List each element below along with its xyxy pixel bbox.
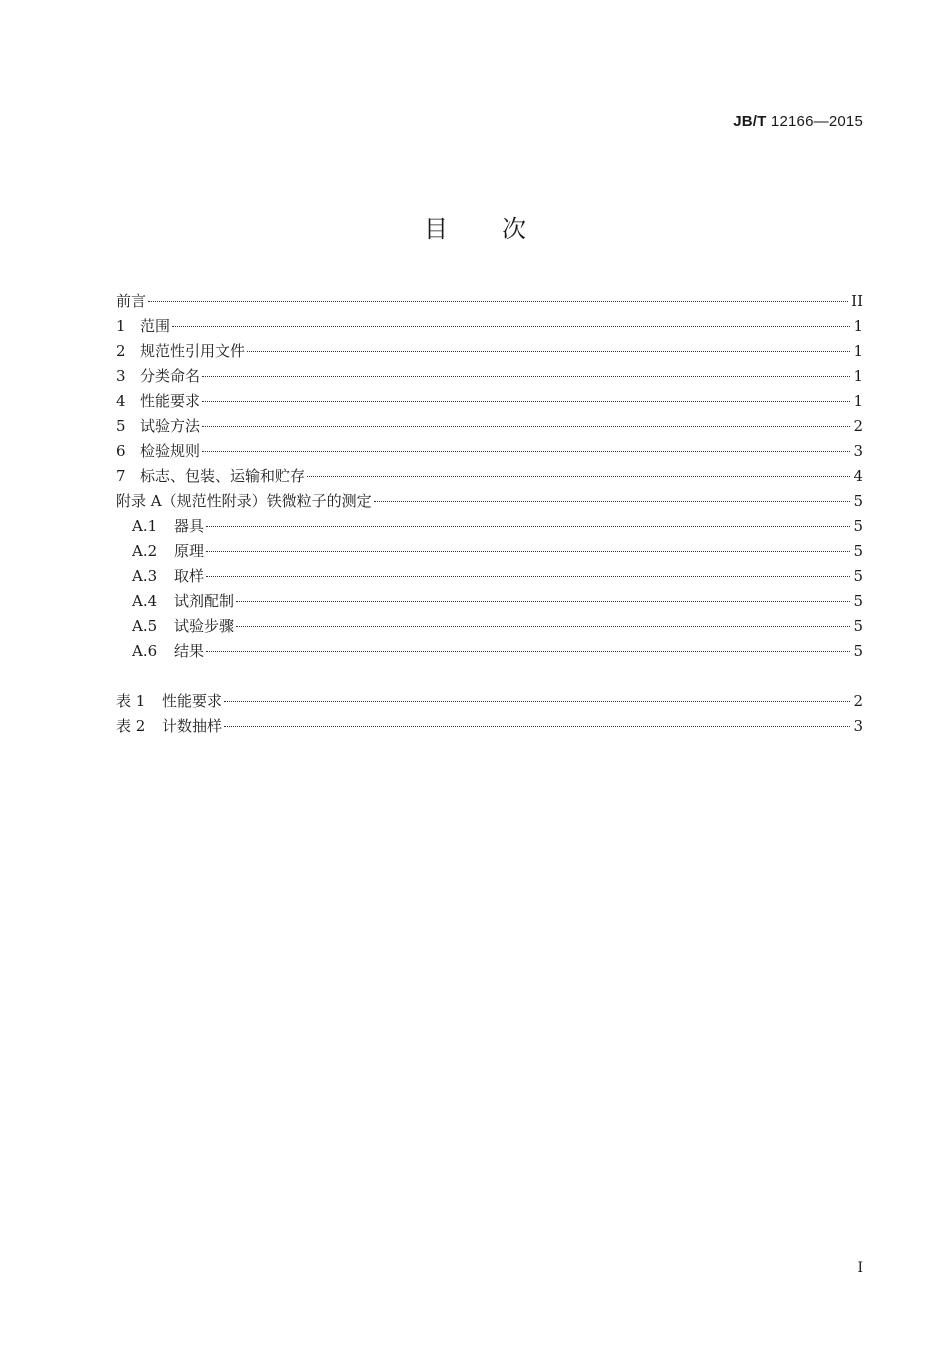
dot-leader: [236, 626, 850, 627]
dot-leader: [247, 351, 850, 352]
toc-entry-page: 4: [853, 467, 863, 485]
toc-entry-page: 1: [853, 367, 863, 385]
toc-entry-a1[interactable]: [116, 514, 863, 539]
toc-entry-appendix-a[interactable]: [116, 489, 863, 514]
toc-entry-a5[interactable]: [116, 614, 863, 639]
standard-code-prefix: JB/T: [733, 113, 767, 130]
dot-leader: [202, 451, 850, 452]
toc-entry-page: 5: [853, 617, 863, 635]
toc-entry-label: 标志、包装、运输和贮存: [140, 467, 306, 485]
toc-entry-page: 5: [853, 567, 863, 585]
toc-table-label: 性能要求: [162, 692, 223, 710]
toc-entry-number: A.2: [132, 542, 158, 560]
toc-entry-foreword[interactable]: [116, 289, 863, 314]
toc-entry-number: 6: [116, 442, 126, 460]
toc-entry-a3[interactable]: [116, 564, 863, 589]
toc-entry-label: 试剂配制: [174, 592, 235, 610]
toc-entry-label: 原理: [174, 542, 205, 560]
dot-leader: [206, 576, 850, 577]
toc-entry-7[interactable]: [116, 464, 863, 489]
dot-leader: [202, 426, 850, 427]
toc-entry-label: 检验规则: [140, 442, 201, 460]
dot-leader: [374, 501, 851, 502]
toc-entry-label: 器具: [174, 517, 205, 535]
toc-entry-page: 5: [853, 542, 863, 560]
toc-table-page: 2: [853, 692, 863, 710]
toc-entry-label: 前言: [116, 292, 147, 310]
toc-entry-number: A.1: [132, 517, 158, 535]
page-title: 目次: [424, 215, 580, 243]
dot-leader: [202, 401, 850, 402]
standard-code: [733, 113, 863, 130]
dot-leader: [307, 476, 850, 477]
dot-leader: [202, 376, 850, 377]
toc-table-number: 表 2: [116, 717, 146, 735]
toc-entry-number: 4: [116, 392, 126, 410]
toc-entry-label: 试验步骤: [174, 617, 235, 635]
toc-entry-page: 5: [853, 517, 863, 535]
dot-leader: [148, 301, 848, 302]
toc-table-number: 表 1: [116, 692, 146, 710]
dot-leader: [206, 551, 850, 552]
toc-entry-page: 5: [853, 642, 863, 660]
toc-entry-number: 1: [116, 317, 126, 335]
toc-entry-number: A.3: [132, 567, 158, 585]
toc-entry-label: 附录 A（规范性附录）铁微粒子的测定: [116, 492, 372, 510]
toc-entry-a6[interactable]: [116, 639, 863, 664]
toc-entry-label: 试验方法: [140, 417, 201, 435]
table-of-contents: [116, 289, 863, 739]
toc-entry-number: 5: [116, 417, 126, 435]
toc-entry-label: 规范性引用文件: [140, 342, 246, 360]
toc-table-page: 3: [853, 717, 863, 735]
dot-leader: [224, 701, 850, 702]
toc-entry-a4[interactable]: [116, 589, 863, 614]
toc-entry-a2[interactable]: [116, 539, 863, 564]
toc-table-2[interactable]: [116, 714, 863, 739]
toc-entry-page: 2: [853, 417, 863, 435]
dot-leader: [206, 526, 850, 527]
toc-entry-number: A.5: [132, 617, 158, 635]
toc-entry-page: 5: [853, 592, 863, 610]
toc-entry-number: 2: [116, 342, 126, 360]
toc-entry-number: A.6: [132, 642, 158, 660]
toc-table-1[interactable]: [116, 689, 863, 714]
toc-entry-5[interactable]: [116, 414, 863, 439]
toc-table-label: 计数抽样: [162, 717, 223, 735]
toc-entry-2[interactable]: [116, 339, 863, 364]
toc-entry-page: 1: [853, 342, 863, 360]
toc-spacer: [116, 664, 863, 689]
toc-entry-page: 3: [853, 442, 863, 460]
toc-entry-label: 结果: [174, 642, 205, 660]
dot-leader: [236, 601, 850, 602]
standard-code-number: 12166—2015: [766, 113, 863, 130]
toc-entry-label: 范围: [140, 317, 171, 335]
toc-entry-number: A.4: [132, 592, 158, 610]
dot-leader: [206, 651, 850, 652]
toc-entry-number: 3: [116, 367, 126, 385]
toc-entry-page: 1: [853, 317, 863, 335]
toc-entry-6[interactable]: [116, 439, 863, 464]
toc-entry-page: 1: [853, 392, 863, 410]
page-number: I: [857, 1260, 863, 1276]
toc-entry-page: 5: [853, 492, 863, 510]
dot-leader: [224, 726, 850, 727]
toc-entry-4[interactable]: [116, 389, 863, 414]
dot-leader: [172, 326, 850, 327]
toc-entry-number: 7: [116, 467, 126, 485]
toc-entry-label: 性能要求: [140, 392, 201, 410]
toc-entry-1[interactable]: [116, 314, 863, 339]
toc-entry-label: 取样: [174, 567, 205, 585]
toc-entry-3[interactable]: [116, 364, 863, 389]
toc-entry-label: 分类命名: [140, 367, 201, 385]
toc-entry-page: II: [851, 292, 863, 310]
